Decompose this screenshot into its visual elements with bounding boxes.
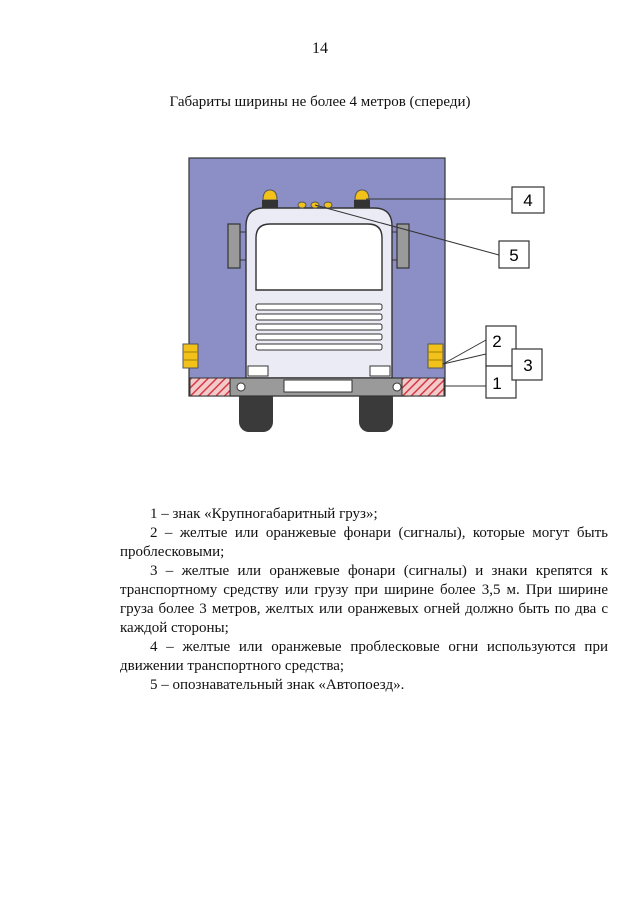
legend-item-4: 4 – желтые или оранжевые проблесковые огни используются при движении транспортного средства; <box>120 639 608 674</box>
oversize-sign-right <box>402 378 444 396</box>
road-train-lamp-1 <box>298 202 306 208</box>
road-train-lamp-3 <box>324 202 332 208</box>
legend-item-5: 5 – опознавательный знак «Автопоезд». <box>150 677 405 693</box>
mirror-right <box>397 224 409 268</box>
headlight-right <box>370 366 390 376</box>
mirror-left <box>228 224 240 268</box>
side-lamp-right <box>428 344 443 368</box>
license-plate <box>284 380 352 392</box>
windshield <box>256 224 382 290</box>
legend-item-3: 3 – желтые или оранжевые фонари (сигналы) и знаки крепятся к транспортному средству или грузу при ширине более 3,5 м. При ширине груза более 3 метров, желтых или оранжевых огней должно быть по два с каждой стороны; <box>120 563 608 636</box>
headlight-left <box>248 366 268 376</box>
page-number: 14 <box>312 40 328 57</box>
callout-2-label: 2 <box>492 332 502 351</box>
callout-5-label: 5 <box>509 246 519 265</box>
callout-1-label: 1 <box>492 374 502 393</box>
oversize-sign-left <box>190 378 230 396</box>
beacon-left <box>263 190 277 200</box>
callout-4-label: 4 <box>523 191 533 210</box>
legend-item-1: 1 – знак «Крупногабаритный груз»; <box>150 506 378 522</box>
legend-text <box>120 505 608 695</box>
callout-3-label: 3 <box>523 356 533 375</box>
legend-item-2: 2 – желтые или оранжевые фонари (сигналы), которые могут быть проблесковыми; <box>120 525 608 560</box>
figure-title: Габариты ширины не более 4 метров (спереди) <box>169 94 471 110</box>
side-lamp-left <box>183 344 198 368</box>
